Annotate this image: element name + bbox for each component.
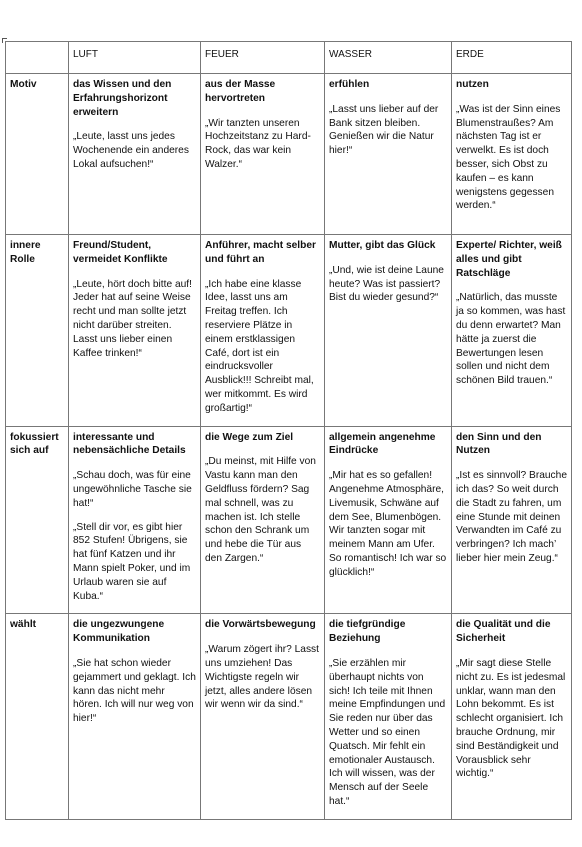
cell-heading: die Qualität und die Sicherheit	[456, 619, 551, 645]
comparison-table	[5, 41, 572, 820]
cell-heading: das Wissen und den Erfahrungshorizont erweitern	[73, 79, 172, 118]
table-cell	[201, 235, 325, 427]
cell-quote: „Warum zögert ihr? Lasst uns umziehen! Das Wichtigste regeln wir jetzt, alles andere lösen wir wenn wir da sind.“	[205, 644, 319, 711]
cell-quote: „Sie hat schon wieder gejammert und geklagt. Ich kann das nicht mehr hören. Ich will nur weg von hier!“	[73, 657, 196, 725]
cell-quote: „Wir tanzten unseren Hochzeitstanz zu Hard-Rock, das war kein Walzer.“	[205, 117, 311, 170]
table-row-motiv	[6, 74, 572, 235]
table-row-waehlt	[6, 614, 572, 819]
cell-quote: „Lasst uns lieber auf der Bank sitzen bleiben. Genießen wir die Natur hier!“	[329, 103, 439, 157]
cell-quote: „Leute, lasst uns jedes Wochenende ein anderes Lokal aufsuchen!“	[73, 131, 189, 170]
table-cell	[452, 614, 572, 819]
cell-heading: aus der Masse hervortreten	[205, 79, 276, 104]
table-cell	[325, 235, 452, 427]
table-row-innere-rolle	[6, 235, 572, 427]
cell-heading: die tiefgründige Beziehung	[329, 619, 406, 645]
table-cell	[201, 614, 325, 819]
cell-heading: Mutter, gibt das Glück	[329, 240, 436, 251]
table-cell	[69, 614, 201, 819]
column-header-luft: LUFT	[69, 42, 201, 74]
table-cell	[69, 426, 201, 614]
header-row	[6, 42, 572, 74]
cell-quote: „Schau doch, was für eine ungewöhnliche Tasche sie hat!“	[73, 470, 192, 509]
cell-quote: „Sie erzählen mir überhaupt nichts von sich! Ich teile mit Ihnen meine Empfindungen und Sie reden nur über das Wetter und so einen Quatsch. Mir fehlt ein emotionaler Austausch. Ich will wissen, was der Mensch auf der Seele hat.“	[329, 657, 446, 807]
table-cell	[201, 426, 325, 614]
table-row-fokussiert	[6, 426, 572, 614]
cell-quote: „Und, wie ist deine Laune heute? Was ist passiert? Bist du wieder gesund?“	[329, 264, 444, 304]
cell-quote: „Mir sagt diese Stelle nicht zu. Es ist jedesmal unklar, wann man den Lohn bekommt. Es ist schlecht organisiert. Ich brauche Ordnung, mir sind Beständigkeit und Vorausblick sehr wichtig.“	[456, 657, 566, 780]
cell-quote: „Ich habe eine klasse Idee, lasst uns am Freitag treffen. Ich reserviere Plätze in einem erstklassigen Café, dort ist ein eindrucksvoller Ausblick!!! Schreibt mal, wer mitkommt. Es wird großartig!“	[205, 278, 314, 414]
table-cell	[452, 235, 572, 427]
cell-quote: „Mir hat es so gefallen! Angenehme Atmosphäre, Livemusik, Schwäne auf dem See, Blumenbögen. Wir tanzten sogar mit meinem Mann am Ufer. So romantisch! Ich war so glücklich!“	[329, 470, 447, 578]
table-cell	[452, 74, 572, 235]
table-cell	[325, 614, 452, 819]
cell-quote: „Du meinst, mit Hilfe von Vastu kann man den Geldfluss fördern? Sag mal schnell, was zu machen ist. Ich stelle schon den Schrank um und hebe die Tür aus den Zargen.“	[205, 456, 316, 564]
cell-heading: die Vorwärtsbewegung	[205, 619, 316, 631]
cell-quote: „Leute, hört doch bitte auf! Jeder hat auf seine Weise recht und man sollte jetzt nicht darüber streiten. Lasst uns lieber einen Kaffee trinken!“	[73, 278, 192, 359]
column-header-feuer: FEUER	[201, 42, 325, 74]
table-cell	[325, 74, 452, 235]
cell-heading: nutzen	[456, 79, 489, 90]
cell-heading: Experte/ Richter, weiß alles und gibt Ratschläge	[456, 240, 562, 279]
column-header-wasser: WASSER	[325, 42, 452, 74]
cell-heading: die Wege zum Ziel	[205, 431, 294, 443]
cell-quote: „Stell dir vor, es gibt hier 852 Stufen! Übrigens, sie hat fünf Katzen und ihr Mann spielt Poker, und im Urlaub waren sie auf Kuba.“	[73, 521, 191, 602]
row-label: wählt	[6, 614, 69, 819]
cell-quote: „Ist es sinnvoll? Brauche ich das? So weit durch die Stadt zu fahren, um eine Stunde mit deinen Verwandten im Café zu verbringen? Ich mach’ lieber hier mein Zeug.“	[456, 470, 567, 564]
cell-heading: erfühlen	[329, 79, 370, 90]
row-label: Motiv	[6, 74, 69, 235]
table-cell	[69, 235, 201, 427]
cell-heading: Freund/Student, vermeidet Konflikte	[73, 240, 168, 265]
cell-heading: die ungezwungene Kommunikation	[73, 619, 165, 645]
cell-heading: interessante und nebensächliche Details	[73, 431, 186, 457]
cell-quote: „Natürlich, das musste ja so kommen, was hast du denn erwartet? Man hätte ja zuerst die Bewertungen lesen sollen und nicht dem schönen Bild trauen.“	[456, 292, 566, 387]
cell-quote: „Was ist der Sinn eines Blumenstraußes? Am nächsten Tag ist er verwelkt. Es ist doch besser, sich Obst zu kaufen – es kann wenigstens gegessen werden.“	[456, 103, 561, 212]
table-cell	[325, 426, 452, 614]
row-label: innere Rolle	[6, 235, 69, 427]
table-cell	[69, 74, 201, 235]
table-cell	[452, 426, 572, 614]
cell-heading: allgemein angenehme Eindrücke	[329, 431, 436, 457]
column-header-erde: ERDE	[452, 42, 572, 74]
row-label: fokussiert sich auf	[6, 426, 69, 614]
cell-heading: Anführer, macht selber und führt an	[205, 240, 316, 265]
cell-heading: den Sinn und den Nutzen	[456, 431, 542, 457]
header-corner-cell	[6, 42, 69, 74]
table-cell	[201, 74, 325, 235]
